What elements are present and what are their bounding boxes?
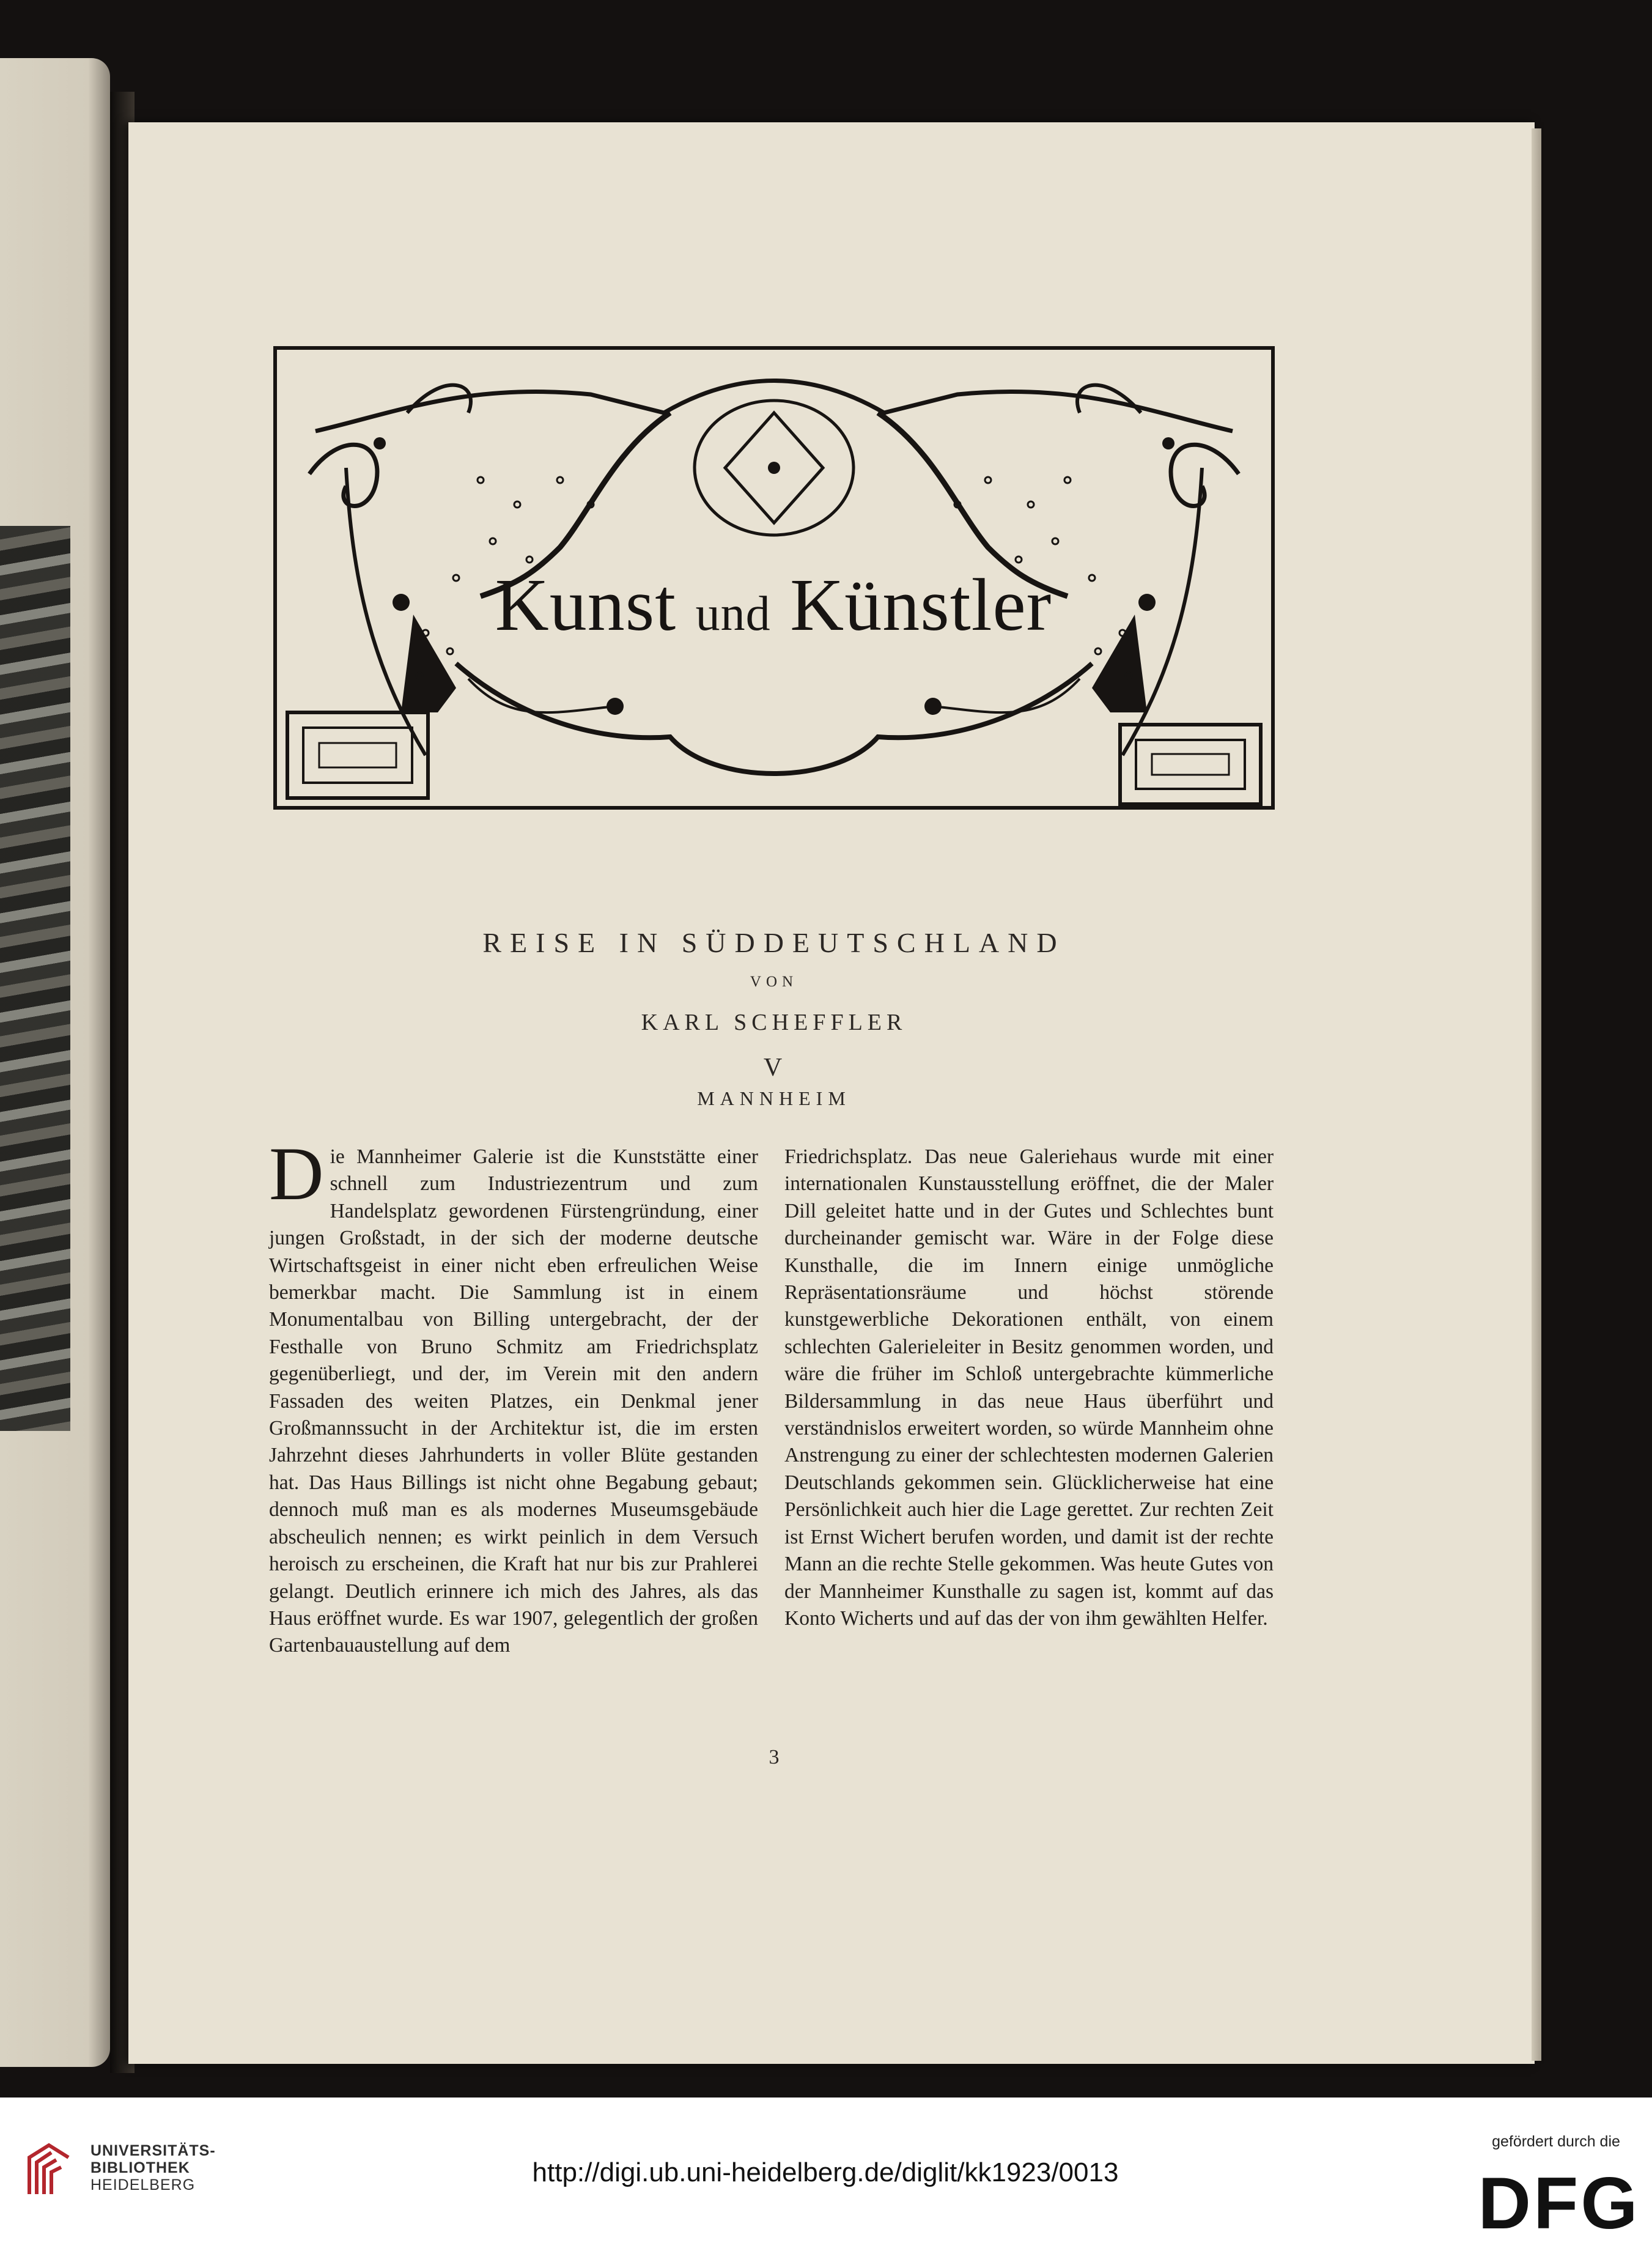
body-column-right: [784, 1144, 1274, 1632]
body-text-left: ie Mannheimer Galerie ist die Kunststätte einer schnell zum Industriezentrum und zum Handelsplatz gewordenen Fürstengründung, einer jungen Großstadt, in der sich der moderne deutsche Wirtschaftsgeist in einer nicht eben erfreulichen Weise bemerkbar macht. Die Sammlung ist in einem Monumentalbau von Billing untergebracht, der der Festhalle von Bruno Schmitz am Friedrichsplatz gegenüberliegt, und der, im Verein mit den andern Fassaden des weiten Platzes, ein Denkmal jener Großmannssucht in der Architektur ist, die im ersten Jahrzehnt dieses Jahrhunderts in voller Blüte gestanden hat. Das Haus Billings ist nicht ohne Begabung gebaut; dennoch muß man es als modernes Museumsgebäude abscheulich nennen; es wirkt peinlich in dem Versuch heroisch zu erscheinen, die Kraft hat nur bis zur Prahlerei gelangt. Deutlich erinnere ich mich des Jahres, als das Haus eröffnet wurde. Es war 1907, gelegentlich der großen Gartenbauaustellung auf dem: [269, 1145, 758, 1657]
page-edge: [1532, 128, 1541, 2061]
previous-page-photo: [0, 526, 70, 1431]
page-number: 3: [769, 1746, 780, 1769]
magazine-title: [465, 563, 1082, 648]
drop-cap: D: [269, 1132, 324, 1216]
library-name-line2: BIBLIOTHEK: [90, 2159, 190, 2176]
dfg-logo: [1473, 2165, 1645, 2238]
body-column-left: [269, 1132, 758, 1660]
article-byline-von: VON: [750, 974, 798, 990]
body-text-right: Friedrichsplatz. Das neue Galeriehaus wurde mit einer internationalen Kunstausstellung eröffnet, die der Maler Dill geleitet hatte und in der Gutes und Schlechtes bunt durcheinander gemischt war. Wäre in der Folge diese Kunsthalle, die im Innern einige unmögliche Repräsentationsräume und höchst störende kunstgewerbliche Dekorationen enthält, von einem schlechten Galerieleiter in Besitz genommen worden, und wäre die früher im Schloß untergebrachte kümmerliche Bildersammlung in das neue Haus überführt und verständnislos erweitert worden, so würde Mannheim ohne Anstrengung zu einer der schlechtesten modernen Galerien Deutschlands gekommen sein. Glücklicherweise hat eine Persönlichkeit auch hier die Lage gerettet. Zur rechten Zeit ist Ernst Wichert berufen worden, und damit ist der rechte Mann an die rechte Stelle gekommen. Was heute Gutes von der Mannheimer Kunsthalle zu sagen ist, kommt auf das Konto Wicherts und auf das der von ihm gewählten Helfer.: [784, 1145, 1274, 1630]
permalink-url[interactable]: http://digi.ub.uni-heidelberg.de/diglit/kk1923/0013: [532, 2157, 1119, 2187]
library-name: [90, 2142, 216, 2194]
dfg-logo-text: DFG: [1478, 2165, 1640, 2238]
article-author: KARL SCHEFFLER: [641, 1010, 907, 1035]
chapter-number: V: [763, 1054, 785, 1082]
library-name-line1: UNIVERSITÄTS-: [90, 2142, 216, 2159]
library-name-line3: HEIDELBERG: [90, 2176, 196, 2194]
library-logo-icon: [24, 2140, 73, 2199]
title-word-und: und: [695, 587, 771, 641]
chapter-title: MANNHEIM: [697, 1087, 851, 1109]
title-word-kuenstler: Künstler: [790, 564, 1052, 646]
article-title: REISE IN SÜDDEUTSCHLAND: [482, 927, 1066, 958]
funded-by-label: gefördert durch die: [1492, 2133, 1620, 2150]
title-word-kunst: Kunst: [495, 564, 677, 646]
